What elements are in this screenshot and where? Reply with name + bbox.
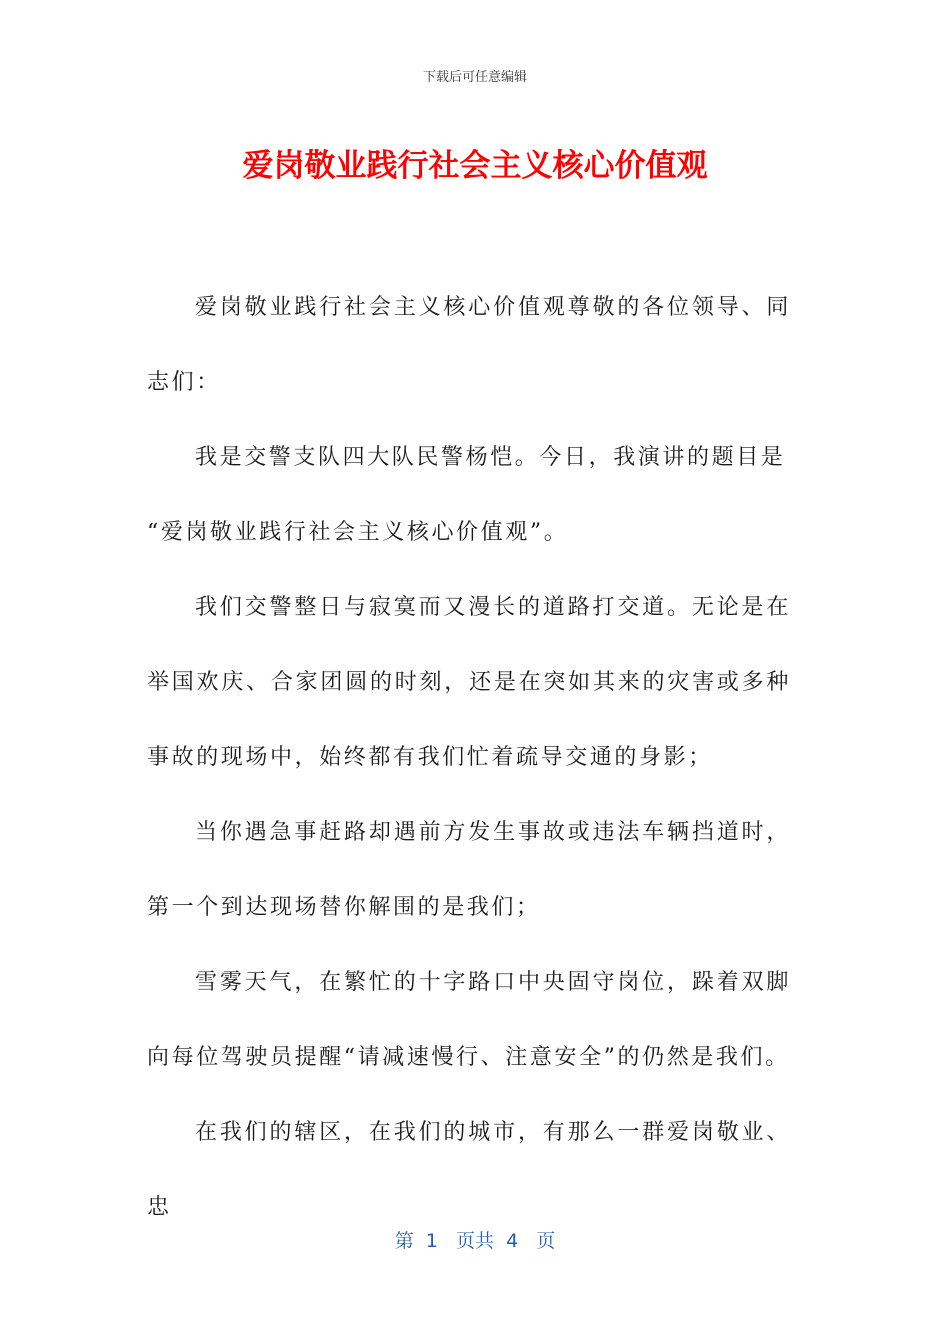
paragraph: 我们交警整日与寂寞而又漫长的道路打交道。无论是在举国欢庆、合家团圆的时刻，还是在突如其来的灾害或多种事故的现场中，始终都有我们忙着疏导交通的身影； [147,595,791,770]
document-title: 爱岗敬业践行社会主义核心价值观 [242,148,708,184]
paragraph: 雪雾天气，在繁忙的十字路口中央固守岗位，跺着双脚向每位驾驶员提醒“请减速慢行、注意安全”的仍然是我们。 [147,970,791,1070]
paragraph: 我是交警支队四大队民警杨恺。今日，我演讲的题目是 [195,445,786,470]
document-body [147,270,791,1245]
page-number: 第 1 页共 4 页 [394,1230,556,1252]
paragraph: 爱岗敬业践行社会主义核心价值观尊敬的各位领导、同志们： [147,295,791,395]
header-note: 下载后可任意编辑 [422,70,527,85]
paragraph: 当你遇急事赶路却遇前方发生事故或违法车辆挡道时，第一个到达现场替你解围的是我们； [147,820,791,920]
paragraph: 在我们的辖区，在我们的城市，有那么一群爱岗敬业、忠 [147,1120,791,1220]
paragraph: “爱岗敬业践行社会主义核心价值观”。 [147,520,569,545]
